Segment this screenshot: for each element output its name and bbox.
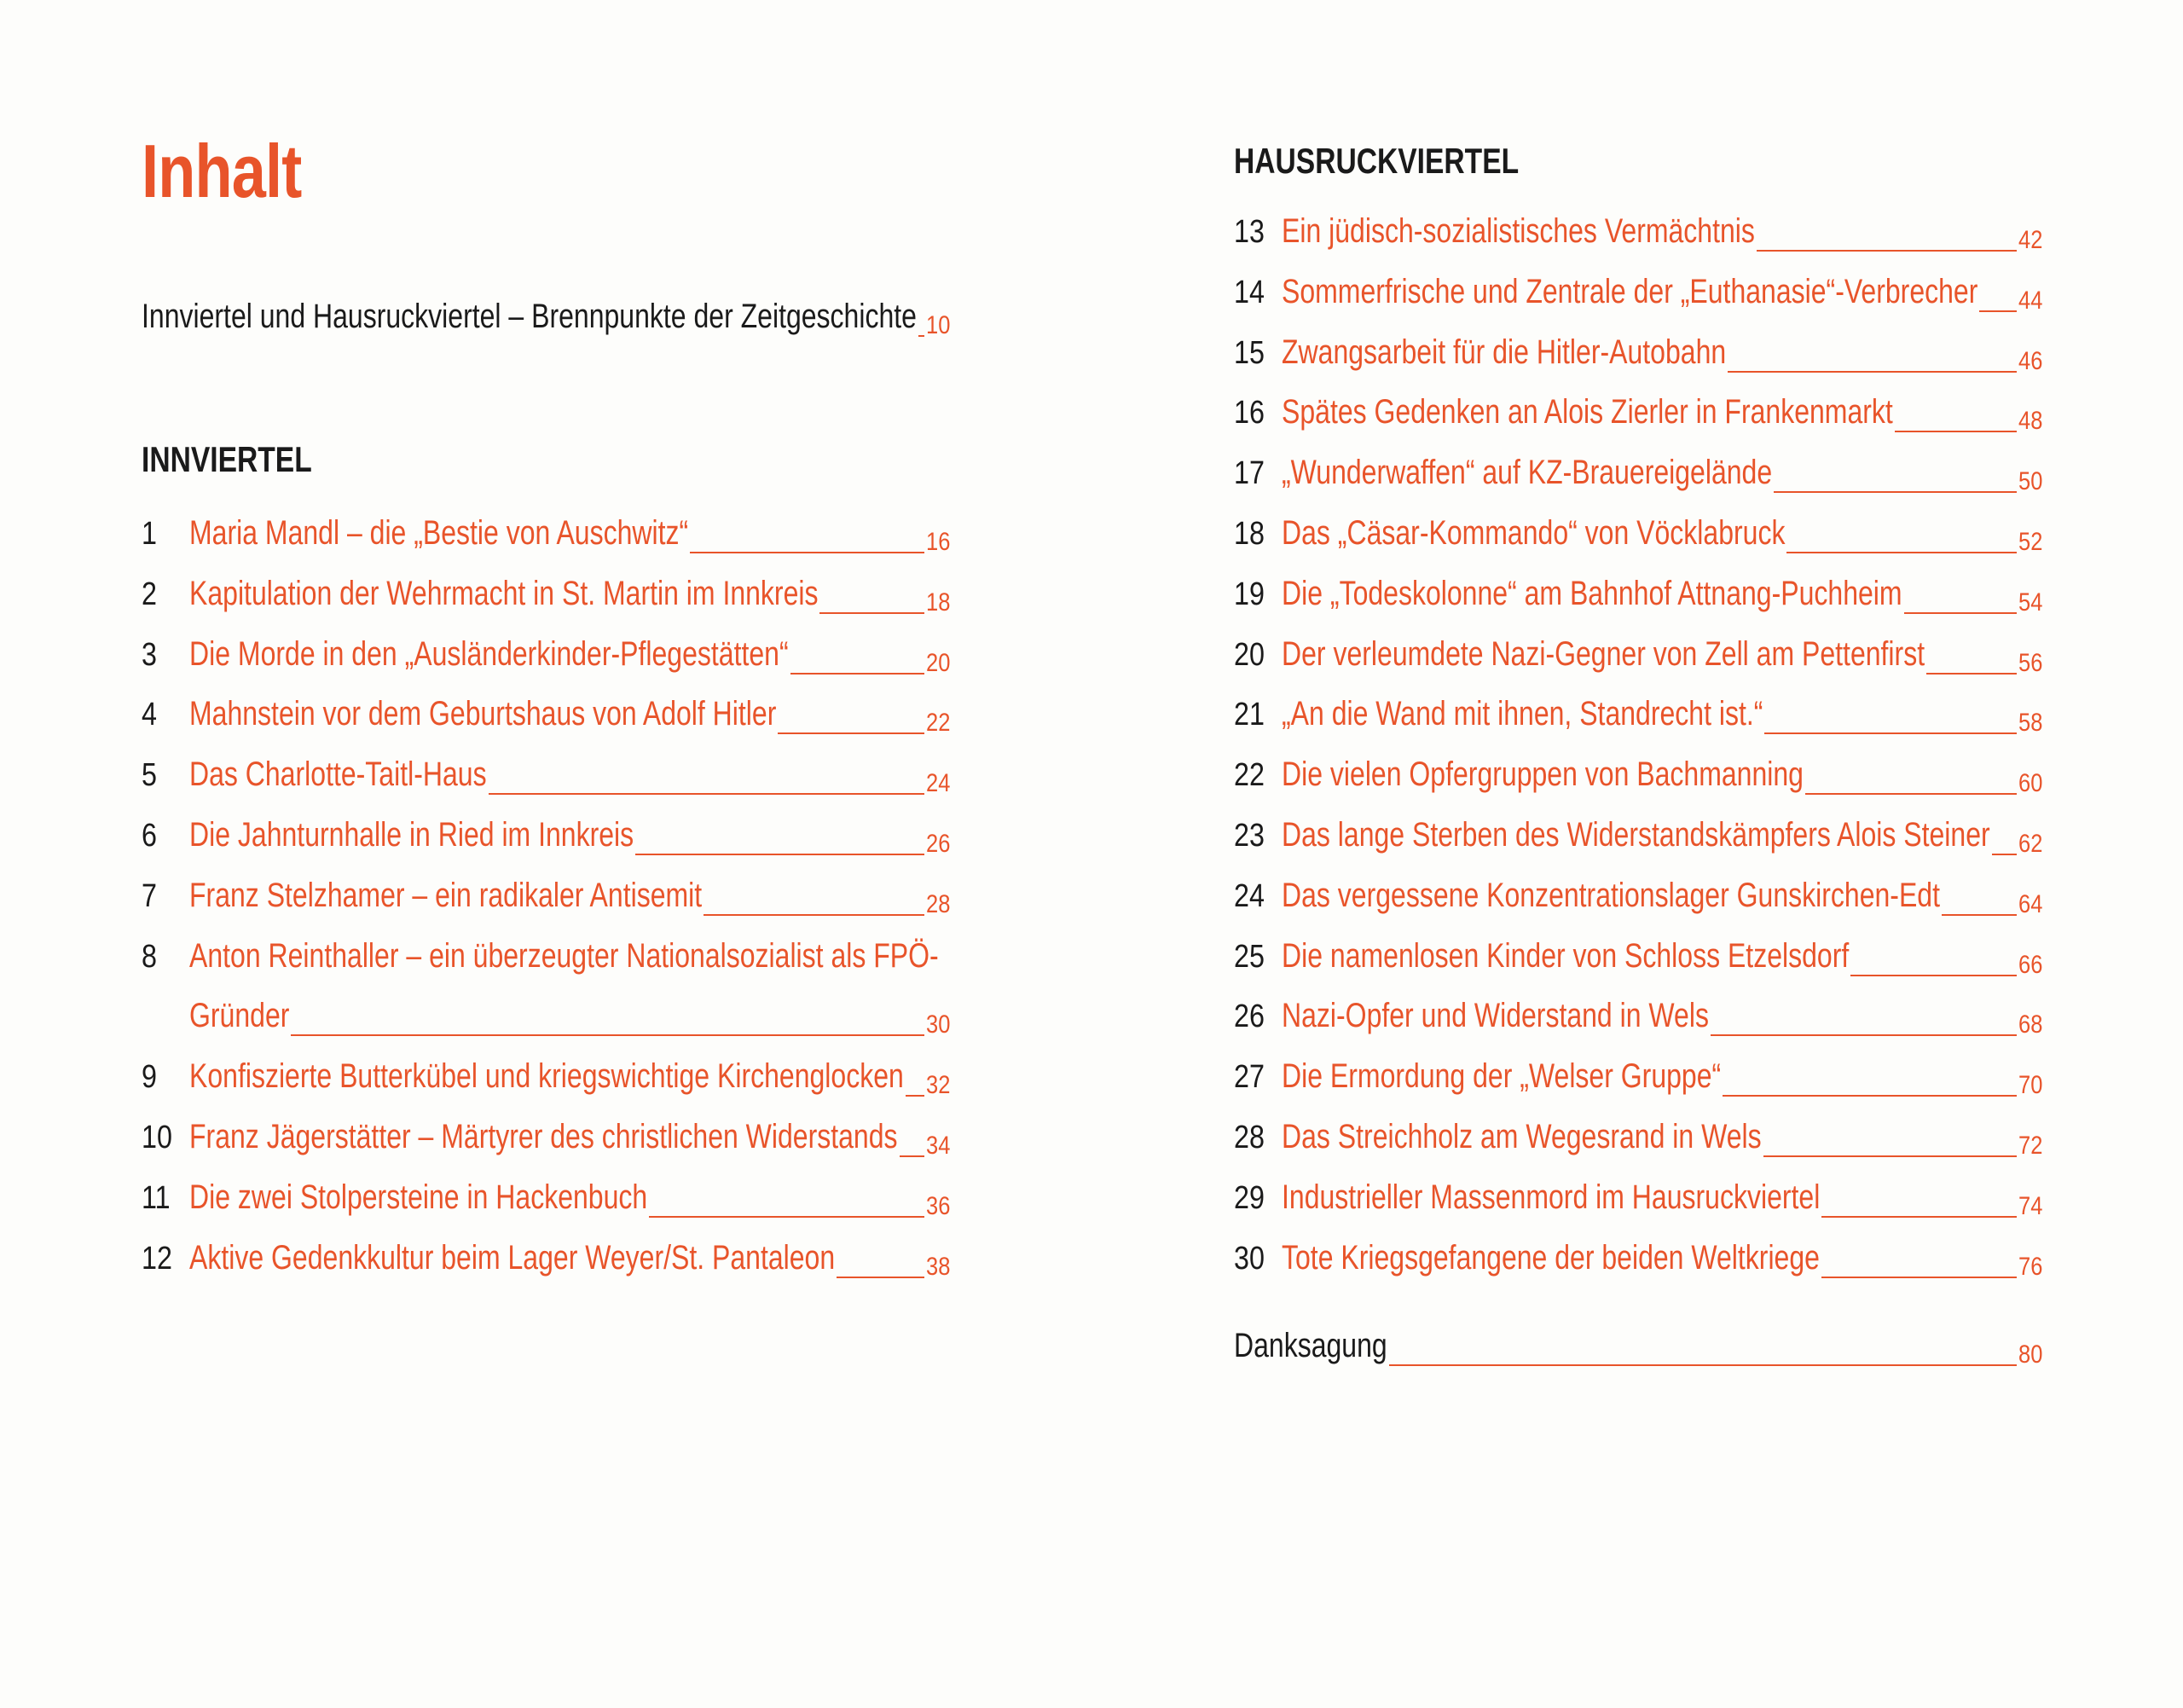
entry-title: Die namenlosen Kinder von Schloss Etzelsdorf	[1282, 936, 1850, 975]
toc-entry[interactable]	[142, 570, 950, 621]
entry-title: Die Ermordung der „Welser Gruppe“	[1282, 1057, 1722, 1096]
page-number: 64	[2018, 889, 2042, 918]
page-number: 34	[925, 1132, 950, 1160]
entry-title-continuation: Gründer	[189, 997, 290, 1035]
entry-title: Die zwei Stolpersteine in Hackenbuch	[189, 1178, 648, 1216]
toc-entry[interactable]	[1234, 1052, 2042, 1103]
page-number: 38	[925, 1252, 950, 1281]
toc-entry[interactable]	[1234, 268, 2042, 319]
entry-title: Anton Reinthaller – ein überzeugter Nationalsozialist als FPÖ-	[189, 936, 939, 975]
entry-title: Das Charlotte-Taitl-Haus	[189, 756, 487, 794]
entry-number: 28	[1234, 1120, 1265, 1155]
toc-entry[interactable]	[142, 509, 950, 560]
entry-number: 5	[142, 757, 157, 794]
intro-label: Innviertel und Hausruckviertel – Brennpunkte der Zeitgeschichte	[142, 298, 917, 335]
entry-title: Die vielen Opfergruppen von Bachmanning	[1282, 756, 1804, 794]
leader-line	[837, 1277, 924, 1278]
entry-number: 11	[142, 1179, 171, 1216]
page-number: 72	[2018, 1132, 2042, 1160]
entry-number: 12	[142, 1240, 172, 1277]
toc-entry[interactable]	[142, 811, 950, 862]
entry-number: 21	[1234, 697, 1265, 733]
leader-line	[649, 1216, 924, 1218]
entry-title: Aktive Gedenkkultur beim Lager Weyer/St. Pantaleon	[189, 1238, 836, 1277]
entry-number: 14	[1234, 274, 1265, 310]
entry-title: Ein jüdisch-sozialistisches Vermächtnis	[1282, 212, 1755, 250]
toc-entry[interactable]	[1234, 992, 2042, 1043]
toc-entry[interactable]	[1234, 750, 2042, 802]
entry-title: Das lange Sterben des Widerstandskämpfers Alois Steiner	[1282, 816, 1990, 854]
entry-number: 10	[142, 1120, 172, 1155]
toc-entry[interactable]	[1234, 811, 2042, 862]
page-number: 70	[2018, 1071, 2042, 1100]
page-number: 50	[2018, 467, 2042, 496]
toc-entry[interactable]	[1234, 570, 2042, 621]
entry-title: Nazi-Opfer und Widerstand in Wels	[1282, 997, 1709, 1035]
leader-line	[1850, 975, 2016, 976]
leader-line	[900, 1155, 924, 1157]
page-number: 30	[925, 1010, 950, 1039]
page-title: Inhalt	[142, 129, 302, 213]
entry-title: Industrieller Massenmord im Hausruckviertel	[1282, 1178, 1821, 1216]
entry-number: 20	[1234, 636, 1265, 673]
leader-line	[1764, 732, 2016, 734]
entry-title: Sommerfrische und Zentrale der „Euthanasie“-Verbrecher	[1282, 272, 1978, 310]
entry-number: 4	[142, 697, 157, 733]
leader-line	[1711, 1034, 2017, 1036]
page-number: 80	[2018, 1340, 2042, 1369]
entry-number: 7	[142, 877, 157, 914]
entry-title: Das „Cäsar-Kommando“ von Vöcklabruck	[1282, 514, 1786, 552]
entry-title: Die Jahnturnhalle in Ried im Innkreis	[189, 816, 634, 854]
entry-title: Tote Kriegsgefangene der beiden Weltkriege	[1282, 1238, 1820, 1277]
page-number: 62	[2018, 830, 2042, 858]
entry-title: Mahnstein vor dem Geburtshaus von Adolf Hitler	[189, 695, 777, 733]
entry-title: Konfiszierte Butterkübel und kriegswichtige Kirchenglocken	[189, 1057, 904, 1096]
leader-line	[1763, 1155, 2017, 1157]
leader-line	[1821, 1216, 2016, 1218]
entry-title: Die Morde in den „Ausländerkinder-Pflegestätten“	[189, 634, 789, 673]
entry-title: Das Streichholz am Wegesrand in Wels	[1282, 1118, 1762, 1155]
leader-line	[1992, 854, 2017, 855]
entry-number: 6	[142, 818, 157, 854]
toc-entry[interactable]	[1234, 1113, 2042, 1164]
toc-entry[interactable]	[1234, 328, 2042, 379]
entry-title: „Wunderwaffen“ auf KZ-Brauereigelände	[1282, 454, 1773, 492]
toc-entry[interactable]	[1234, 449, 2042, 500]
entry-title: Kapitulation der Wehrmacht in St. Martin im Innkreis	[189, 574, 819, 612]
page-number: 66	[2018, 950, 2042, 979]
leader-line	[1757, 250, 2017, 252]
toc-entry[interactable]	[1234, 932, 2042, 983]
leader-line	[778, 732, 924, 734]
leader-line	[704, 914, 924, 916]
toc-entry[interactable]	[1234, 1234, 2042, 1285]
page-number: 20	[925, 648, 950, 677]
page-number: 42	[2018, 226, 2042, 254]
leader-line	[1723, 1095, 2016, 1097]
entry-title: Zwangsarbeit für die Hitler-Autobahn	[1282, 333, 1727, 371]
toc-entry[interactable]	[1234, 388, 2042, 439]
leader-line	[906, 1095, 924, 1097]
leader-line	[819, 612, 924, 614]
section-heading-hausruckviertel: HAUSRUCKVIERTEL	[1234, 141, 1520, 181]
leader-line	[635, 854, 924, 855]
toc-entry[interactable]	[1234, 207, 2042, 258]
page-number: 48	[2018, 407, 2042, 436]
page-number: 46	[2018, 346, 2042, 375]
toc-entry[interactable]	[142, 1234, 950, 1285]
leader-line	[918, 335, 924, 337]
entry-number: 3	[142, 636, 157, 673]
leader-line	[790, 673, 924, 675]
toc-entry[interactable]	[1234, 690, 2042, 741]
toc-entry[interactable]	[142, 690, 950, 741]
toc-entry[interactable]	[142, 1173, 950, 1225]
intro-entry[interactable]	[142, 292, 950, 344]
entry-number: 24	[1234, 877, 1265, 914]
toc-entry[interactable]	[1234, 630, 2042, 681]
entry-number: 23	[1234, 818, 1265, 854]
entry-number: 22	[1234, 757, 1265, 794]
entry-number: 18	[1234, 516, 1265, 552]
toc-entry[interactable]	[142, 750, 950, 802]
leader-line	[1926, 673, 2017, 675]
page-number: 76	[2018, 1252, 2042, 1281]
leader-line	[1728, 371, 2016, 373]
section-heading-innviertel: INNVIERTEL	[142, 439, 312, 479]
toc-entry[interactable]	[142, 1052, 950, 1103]
leader-line	[1942, 914, 2017, 916]
toc-entry[interactable]	[142, 871, 950, 923]
leader-line	[1895, 431, 2017, 432]
page-number: 10	[925, 311, 950, 339]
page-number: 24	[925, 769, 950, 798]
thanks-entry[interactable]	[1234, 1322, 2042, 1373]
entry-title: Franz Stelzhamer – ein radikaler Antisemit	[189, 876, 703, 914]
toc-entry[interactable]	[142, 932, 950, 983]
entry-number: 15	[1234, 334, 1265, 371]
entry-number: 25	[1234, 938, 1265, 975]
page-number: 32	[925, 1071, 950, 1100]
page-number: 68	[2018, 1010, 2042, 1039]
leader-line	[1389, 1364, 2017, 1366]
page-number: 28	[925, 889, 950, 918]
page-number: 36	[925, 1191, 950, 1220]
leader-line	[291, 1034, 924, 1036]
entry-number: 16	[1234, 395, 1265, 431]
entry-title: Der verleumdete Nazi-Gegner von Zell am Pettenfirst	[1282, 634, 1925, 673]
entry-title: Spätes Gedenken an Alois Zierler in Frankenmarkt	[1282, 393, 1893, 431]
entry-title: Maria Mandl – die „Bestie von Auschwitz“	[189, 514, 689, 552]
page-number: 22	[925, 709, 950, 738]
page-number: 58	[2018, 709, 2042, 738]
leader-line	[1904, 612, 2017, 614]
entry-number: 27	[1234, 1059, 1265, 1096]
entry-number: 9	[142, 1059, 157, 1096]
page-number: 60	[2018, 769, 2042, 798]
entry-number: 13	[1234, 214, 1265, 250]
entry-number: 19	[1234, 576, 1265, 612]
page-number: 52	[2018, 528, 2042, 556]
entry-number: 17	[1234, 455, 1265, 492]
entry-title: Die „Todeskolonne“ am Bahnhof Attnang-Puchheim	[1282, 574, 1902, 612]
entry-number: 1	[142, 516, 157, 552]
entry-number: 26	[1234, 999, 1265, 1035]
entry-title: „An die Wand mit ihnen, Standrecht ist.“	[1282, 695, 1763, 733]
toc-entry-continuation[interactable]	[142, 992, 950, 1043]
toc-entry[interactable]	[1234, 871, 2042, 923]
entry-number: 30	[1234, 1240, 1265, 1277]
leader-line	[1786, 552, 2016, 553]
page-number: 18	[925, 588, 950, 617]
leader-line	[1821, 1277, 2017, 1278]
page-number: 74	[2018, 1191, 2042, 1220]
page-number: 26	[925, 830, 950, 858]
entry-number: 29	[1234, 1179, 1265, 1216]
toc-entry[interactable]	[1234, 1173, 2042, 1225]
toc-entry[interactable]	[142, 630, 950, 681]
toc-entry[interactable]	[1234, 509, 2042, 560]
leader-line	[690, 552, 924, 553]
leader-line	[1979, 310, 2016, 312]
entry-number: 8	[142, 938, 157, 975]
leader-line	[1774, 491, 2016, 493]
page-number: 16	[925, 528, 950, 556]
leader-line	[1805, 793, 2017, 795]
page-number: 44	[2018, 286, 2042, 315]
entry-title: Das vergessene Konzentrationslager Gunskirchen-Edt	[1282, 876, 1940, 914]
toc-entry[interactable]	[142, 1113, 950, 1164]
thanks-label: Danksagung	[1234, 1327, 1387, 1364]
page-number: 54	[2018, 588, 2042, 617]
entry-title: Franz Jägerstätter – Märtyrer des christlichen Widerstands	[189, 1118, 898, 1155]
leader-line	[489, 793, 924, 795]
page-number: 56	[2018, 648, 2042, 677]
entry-number: 2	[142, 576, 157, 612]
